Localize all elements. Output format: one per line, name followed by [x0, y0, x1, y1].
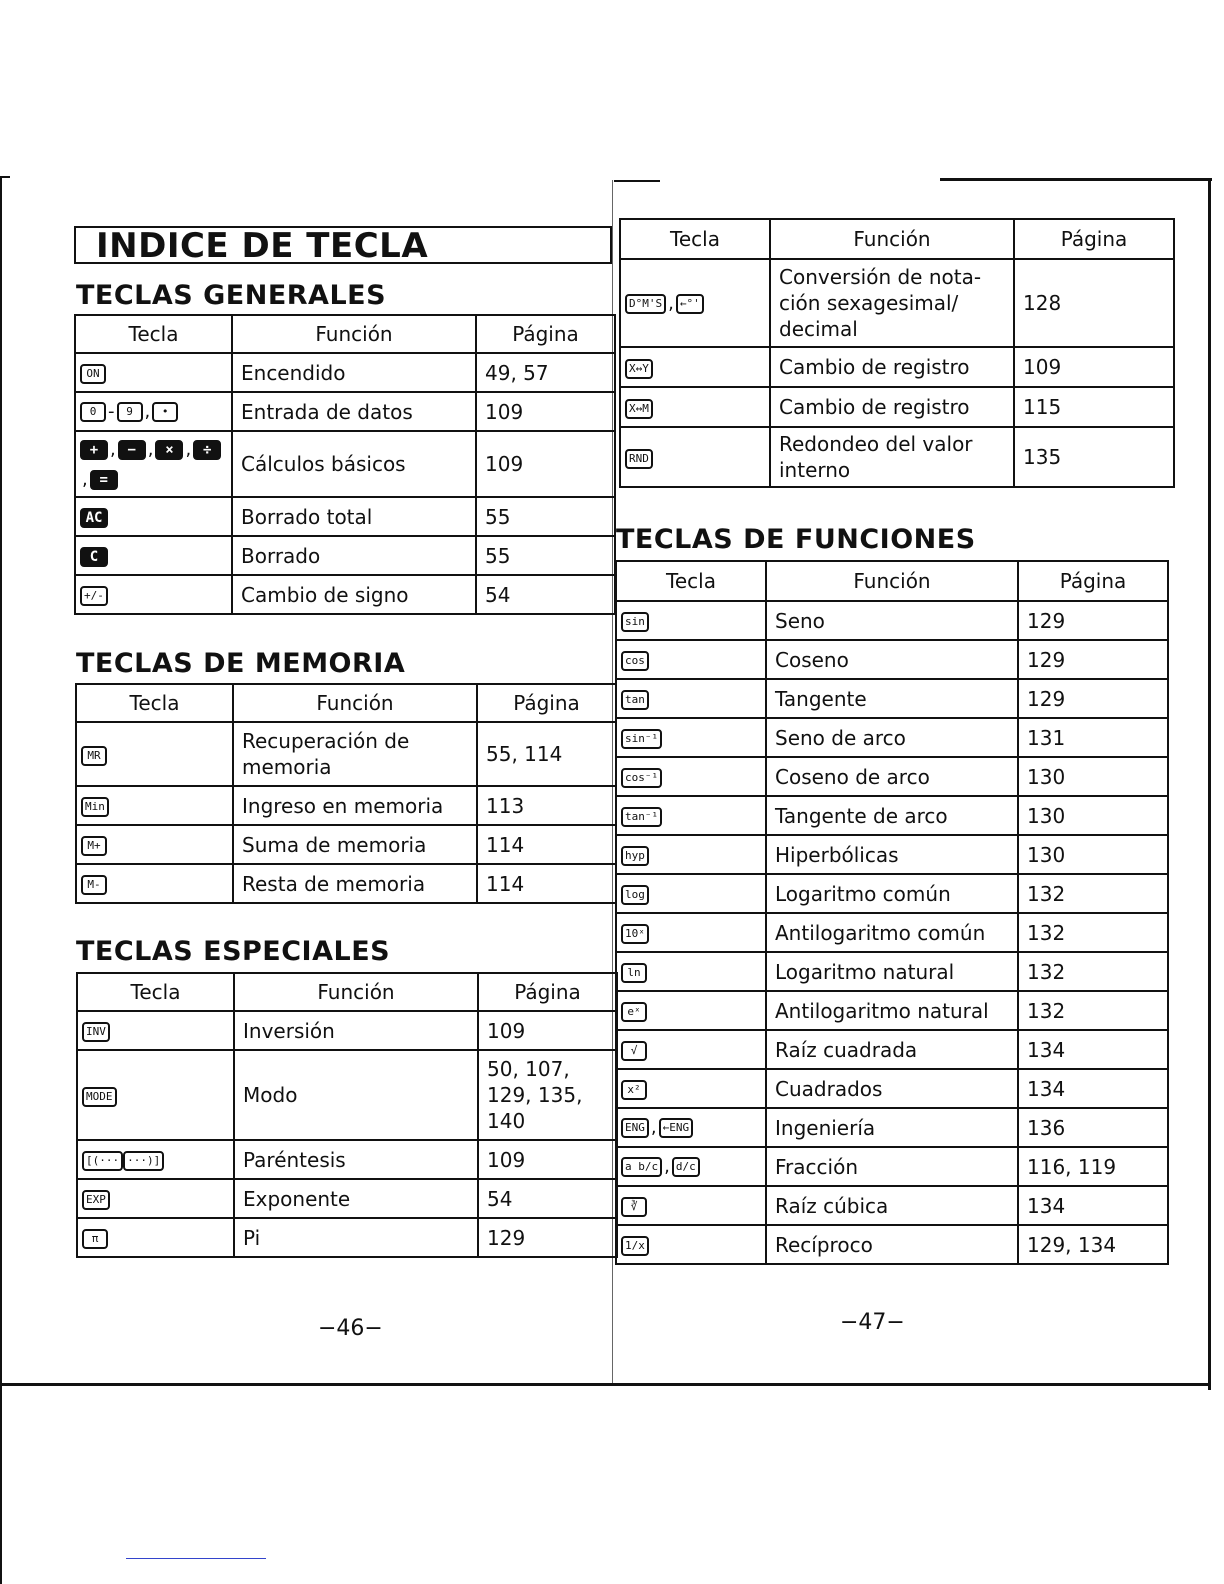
- function-cell: Redondeo del valor interno: [770, 427, 1014, 487]
- key-icon: C: [80, 547, 108, 567]
- col-header-key: Tecla: [75, 315, 232, 353]
- col-header-page: Página: [1014, 219, 1174, 259]
- key-icon: ∛: [621, 1197, 647, 1217]
- function-cell: Recuperación de memoria: [233, 722, 477, 786]
- key-icon: M-: [81, 875, 107, 895]
- key-icon: tan⁻¹: [621, 807, 662, 827]
- col-header-key: Tecla: [616, 561, 766, 601]
- page-cell: 134: [1018, 1069, 1168, 1108]
- function-cell: Raíz cuadrada: [766, 1030, 1018, 1069]
- key-icon: ···)]: [123, 1151, 164, 1171]
- key-cell: [77, 1011, 234, 1050]
- function-cell: Cuadrados: [766, 1069, 1018, 1108]
- page-cell: 129: [478, 1218, 617, 1257]
- function-keys-table: [615, 560, 1169, 1265]
- top-rule-right: [940, 178, 1212, 181]
- key-cell: [77, 1179, 234, 1218]
- page-cell: 132: [1018, 874, 1168, 913]
- table-row: [616, 952, 1168, 991]
- key-icon: X↔Y: [625, 359, 653, 379]
- blue-underline: [126, 1558, 266, 1559]
- page-cell: 55: [476, 536, 615, 575]
- key-cell: [616, 796, 766, 835]
- col-header-page: Página: [478, 973, 617, 1011]
- general-keys-body: [75, 353, 615, 614]
- key-cell: [616, 1069, 766, 1108]
- key-cell: [616, 1147, 766, 1186]
- function-cell: Coseno: [766, 640, 1018, 679]
- key-icon: ←°': [676, 294, 704, 314]
- function-cell: Exponente: [234, 1179, 478, 1218]
- page-cell: 49, 57: [476, 353, 615, 392]
- table-row: [616, 1225, 1168, 1264]
- key-cell: [616, 679, 766, 718]
- key-icon: π: [82, 1229, 108, 1249]
- key-cell: [616, 1186, 766, 1225]
- key-icon: 10ˣ: [621, 924, 649, 944]
- key-icon: M+: [81, 836, 107, 856]
- table-row: [620, 427, 1174, 487]
- table-row: [76, 864, 616, 903]
- key-icon: ln: [621, 963, 647, 983]
- page-title: INDICE DE TECLA: [96, 226, 429, 266]
- key-icon: eˣ: [621, 1002, 647, 1022]
- table-row: [616, 601, 1168, 640]
- table-row: [75, 497, 615, 536]
- key-icon: ×: [155, 440, 183, 460]
- memory-keys-table: [75, 683, 617, 904]
- function-cell: Encendido: [232, 353, 476, 392]
- table-row: [616, 640, 1168, 679]
- key-icon: [(···: [82, 1151, 123, 1171]
- table-row: [616, 991, 1168, 1030]
- table-row: [616, 1186, 1168, 1225]
- col-header-page: Página: [476, 315, 615, 353]
- key-icon: +: [80, 440, 108, 460]
- page-cell: 116, 119: [1018, 1147, 1168, 1186]
- table-row: [616, 679, 1168, 718]
- key-icon: 9: [117, 402, 143, 422]
- special-keys-heading: TECLAS ESPECIALES: [76, 936, 391, 967]
- table-row: [75, 431, 615, 497]
- table-row: [77, 1050, 617, 1140]
- key-cell: [620, 427, 770, 487]
- page-cell: 129: [1018, 640, 1168, 679]
- key-icon: cos: [621, 651, 649, 671]
- function-cell: Cálculos básicos: [232, 431, 476, 497]
- key-icon: a b/c: [621, 1157, 662, 1177]
- general-keys-heading: TECLAS GENERALES: [76, 280, 387, 311]
- key-cell: [620, 387, 770, 427]
- table-row: [616, 1147, 1168, 1186]
- page-cell: 132: [1018, 952, 1168, 991]
- page-cell: 50, 107, 129, 135, 140: [478, 1050, 617, 1140]
- key-separator: ,: [144, 401, 151, 423]
- table-row: [616, 796, 1168, 835]
- page-cell: 109: [1014, 347, 1174, 387]
- key-icon: 1/x: [621, 1236, 649, 1256]
- key-cell: [75, 431, 232, 497]
- table-row: [620, 387, 1174, 427]
- page-cell: 109: [478, 1011, 617, 1050]
- key-icon: log: [621, 885, 649, 905]
- top-rule-mid-tick: [614, 180, 660, 182]
- key-icon: RND: [625, 449, 653, 469]
- key-icon: AC: [80, 508, 108, 528]
- function-cell: Raíz cúbica: [766, 1186, 1018, 1225]
- col-header-page: Página: [477, 684, 616, 722]
- key-cell: [620, 347, 770, 387]
- function-keys-heading: TECLAS DE FUNCIONES: [616, 524, 976, 555]
- function-cell: Recíproco: [766, 1225, 1018, 1264]
- page-cell: 136: [1018, 1108, 1168, 1147]
- key-cell: [76, 825, 233, 864]
- function-cell: Hiperbólicas: [766, 835, 1018, 874]
- key-icon: ENG: [621, 1118, 649, 1138]
- page-cell: 130: [1018, 835, 1168, 874]
- key-icon: MODE: [82, 1087, 117, 1107]
- key-icon: +/-: [80, 586, 108, 606]
- page-cell: 115: [1014, 387, 1174, 427]
- table-row: [76, 722, 616, 786]
- table-row: [616, 835, 1168, 874]
- table-row: [77, 1140, 617, 1179]
- bottom-rule: [0, 1383, 1211, 1386]
- key-separator: ,: [82, 468, 88, 490]
- page-cell: 55: [476, 497, 615, 536]
- table-row: [75, 353, 615, 392]
- left-frame: [0, 178, 2, 1584]
- table-row: [75, 392, 615, 431]
- function-cell: Cambio de signo: [232, 575, 476, 614]
- general-keys-table: [74, 314, 616, 615]
- page-cell: 132: [1018, 913, 1168, 952]
- page-cell: 129: [1018, 601, 1168, 640]
- key-separator: ,: [147, 439, 154, 460]
- table-row: [616, 718, 1168, 757]
- key-cell: [75, 392, 232, 431]
- function-cell: Modo: [234, 1050, 478, 1140]
- function-cell: Fracción: [766, 1147, 1018, 1186]
- table-row: [77, 1218, 617, 1257]
- index-title-box: [74, 226, 612, 264]
- page-cell: 113: [477, 786, 616, 825]
- page-cell: 109: [478, 1140, 617, 1179]
- key-cell: [616, 874, 766, 913]
- key-cell: [75, 536, 232, 575]
- function-cell: Antilogaritmo natural: [766, 991, 1018, 1030]
- page-cell: 114: [477, 864, 616, 903]
- key-cell: [77, 1140, 234, 1179]
- function-cell: Borrado: [232, 536, 476, 575]
- key-cell: [616, 913, 766, 952]
- key-icon: sin⁻¹: [621, 729, 662, 749]
- key-icon: cos⁻¹: [621, 768, 662, 788]
- table-row: [616, 1030, 1168, 1069]
- table-row: [76, 825, 616, 864]
- col-header-function: Función: [234, 973, 478, 1011]
- col-header-key: Tecla: [620, 219, 770, 259]
- special-keys-body: [77, 1011, 617, 1257]
- table-row: [620, 259, 1174, 347]
- function-cell: Suma de memoria: [233, 825, 477, 864]
- key-separator: ,: [110, 439, 116, 460]
- page-cell: 135: [1014, 427, 1174, 487]
- function-cell: Seno de arco: [766, 718, 1018, 757]
- page-cell: 54: [478, 1179, 617, 1218]
- key-cell: [616, 835, 766, 874]
- key-separator: ,: [650, 1117, 657, 1139]
- right-frame: [1208, 180, 1211, 1390]
- key-cell: [75, 497, 232, 536]
- page-cell: 134: [1018, 1186, 1168, 1225]
- page-cell: 129: [1018, 679, 1168, 718]
- key-separator: ,: [668, 292, 674, 314]
- function-cell: Borrado total: [232, 497, 476, 536]
- key-icon: hyp: [621, 846, 649, 866]
- key-cell: [76, 722, 233, 786]
- key-icon: =: [90, 470, 118, 490]
- key-cell: [616, 1225, 766, 1264]
- key-separator: ,: [185, 439, 192, 460]
- function-cell: Tangente: [766, 679, 1018, 718]
- key-cell: [75, 353, 232, 392]
- table-row: [77, 1179, 617, 1218]
- key-icon: ON: [80, 364, 106, 384]
- function-cell: Paréntesis: [234, 1140, 478, 1179]
- key-icon: √: [621, 1041, 647, 1061]
- function-cell: Coseno de arco: [766, 757, 1018, 796]
- table-row: [616, 1069, 1168, 1108]
- key-cell: [76, 786, 233, 825]
- function-cell: Pi: [234, 1218, 478, 1257]
- key-icon: d/c: [672, 1157, 700, 1177]
- function-cell: Resta de memoria: [233, 864, 477, 903]
- table-row: [75, 575, 615, 614]
- key-icon: EXP: [82, 1190, 110, 1210]
- key-cell: [616, 601, 766, 640]
- key-cell: [616, 1108, 766, 1147]
- table-row: [76, 786, 616, 825]
- key-cell: [616, 718, 766, 757]
- page-number-left: −46−: [318, 1316, 383, 1341]
- key-separator: -: [108, 401, 115, 423]
- col-header-function: Función: [770, 219, 1014, 259]
- key-cell: [616, 952, 766, 991]
- table-row: [616, 1108, 1168, 1147]
- table-row: [616, 913, 1168, 952]
- general-keys-continued-table: [619, 218, 1175, 488]
- key-icon: D°M'S: [625, 294, 666, 314]
- key-icon: x²: [621, 1080, 647, 1100]
- general-keys-continued-body: [620, 259, 1174, 487]
- table-row: [620, 347, 1174, 387]
- special-keys-table: [76, 972, 618, 1258]
- col-header-function: Función: [232, 315, 476, 353]
- page-cell: 114: [477, 825, 616, 864]
- memory-keys-heading: TECLAS DE MEMORIA: [76, 648, 406, 679]
- function-cell: Conversión de nota-ción sexagesimal/ decimal: [770, 259, 1014, 347]
- key-cell: [77, 1050, 234, 1140]
- col-header-function: Función: [766, 561, 1018, 601]
- function-cell: Cambio de registro: [770, 387, 1014, 427]
- page-cell: 134: [1018, 1030, 1168, 1069]
- key-icon: INV: [82, 1022, 110, 1042]
- key-icon: ÷: [193, 440, 221, 460]
- key-cell: [616, 640, 766, 679]
- memory-keys-body: [76, 722, 616, 903]
- col-header-page: Página: [1018, 561, 1168, 601]
- page-cell: 54: [476, 575, 615, 614]
- key-cell: [616, 757, 766, 796]
- page-cell: 129, 134: [1018, 1225, 1168, 1264]
- function-cell: Entrada de datos: [232, 392, 476, 431]
- page-cell: 132: [1018, 991, 1168, 1030]
- key-cell: [620, 259, 770, 347]
- page-cell: 131: [1018, 718, 1168, 757]
- key-cell: [75, 575, 232, 614]
- key-icon: −: [118, 440, 146, 460]
- function-cell: Seno: [766, 601, 1018, 640]
- col-header-function: Función: [233, 684, 477, 722]
- function-cell: Logaritmo común: [766, 874, 1018, 913]
- function-cell: Inversión: [234, 1011, 478, 1050]
- key-icon: MR: [81, 746, 107, 766]
- function-cell: Ingreso en memoria: [233, 786, 477, 825]
- function-cell: Tangente de arco: [766, 796, 1018, 835]
- function-keys-body: [616, 601, 1168, 1264]
- col-header-key: Tecla: [77, 973, 234, 1011]
- key-icon: sin: [621, 612, 649, 632]
- key-icon: Min: [81, 797, 109, 817]
- key-icon: tan: [621, 690, 649, 710]
- key-cell: [76, 864, 233, 903]
- key-cell: [616, 1030, 766, 1069]
- key-icon: X↔M: [625, 399, 653, 419]
- key-cell: [77, 1218, 234, 1257]
- key-cell: [616, 991, 766, 1030]
- key-separator: ,: [664, 1156, 670, 1178]
- key-icon: 0: [80, 402, 106, 422]
- page-cell: 128: [1014, 259, 1174, 347]
- col-header-key: Tecla: [76, 684, 233, 722]
- function-cell: Ingeniería: [766, 1108, 1018, 1147]
- table-row: [616, 874, 1168, 913]
- page-cell: 55, 114: [477, 722, 616, 786]
- function-cell: Cambio de registro: [770, 347, 1014, 387]
- page-cell: 130: [1018, 796, 1168, 835]
- table-row: [616, 757, 1168, 796]
- function-cell: Antilogaritmo común: [766, 913, 1018, 952]
- key-icon: •: [152, 402, 178, 422]
- table-row: [77, 1011, 617, 1050]
- page-cell: 109: [476, 431, 615, 497]
- page-cell: 130: [1018, 757, 1168, 796]
- page-number-right: −47−: [840, 1310, 905, 1335]
- function-cell: Logaritmo natural: [766, 952, 1018, 991]
- page-cell: 109: [476, 392, 615, 431]
- key-icon: ←ENG: [659, 1118, 694, 1138]
- table-row: [75, 536, 615, 575]
